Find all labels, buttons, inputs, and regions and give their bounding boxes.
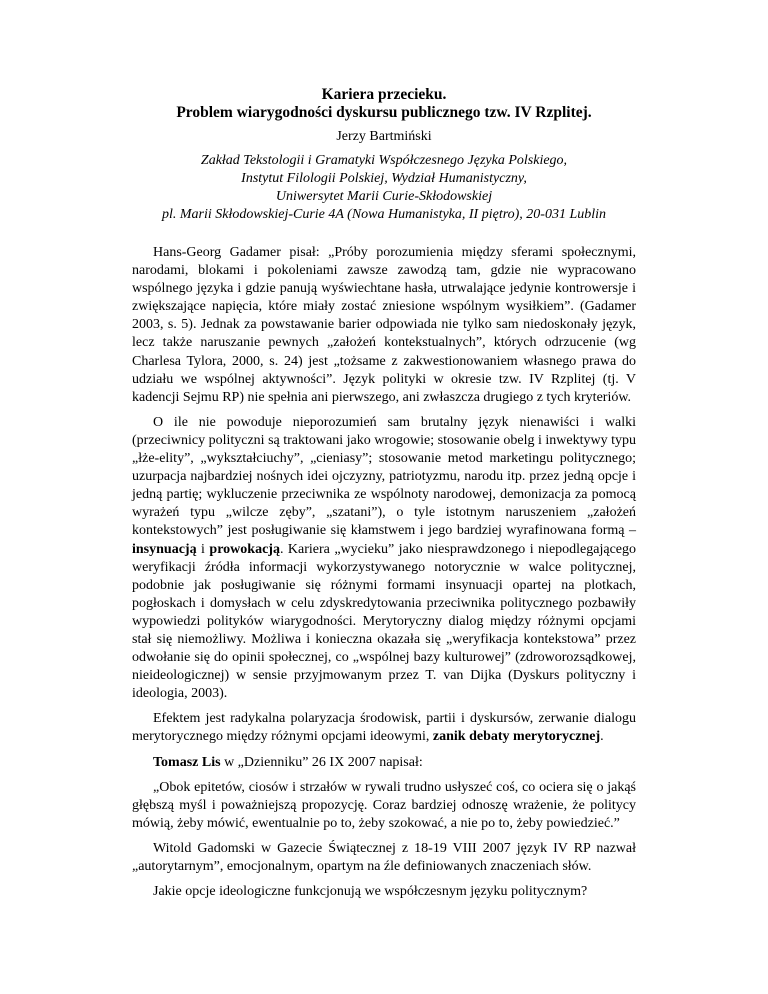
affiliation-line-3: Uniwersytet Marii Curie-Skłodowskiej bbox=[275, 189, 493, 204]
paragraph-4-bold-name: Tomasz Lis bbox=[153, 754, 221, 770]
affiliation bbox=[132, 152, 636, 224]
affiliation-line-1: Zakład Tekstologii i Gramatyki Współczesnego Języka Polskiego, bbox=[200, 153, 568, 168]
paragraph-2-bold-prowokacja: prowokacją bbox=[209, 541, 280, 557]
paragraph-7: Jakie opcje ideologiczne funkcjonują we współczesnym języku politycznym? bbox=[153, 884, 588, 900]
title-line-1: Kariera przecieku. bbox=[321, 86, 447, 103]
title-line-2: Problem wiarygodności dyskursu publicznego tzw. IV Rzplitej. bbox=[176, 104, 592, 121]
author: Jerzy Bartmiński bbox=[336, 129, 432, 144]
paragraph-3-bold: zanik debaty merytorycznej bbox=[432, 729, 601, 745]
paragraph-2-conjunction: i bbox=[196, 541, 210, 557]
paragraph-2-bold-insynuacja: insynuacją bbox=[132, 541, 197, 557]
paragraph-2 bbox=[132, 414, 636, 704]
document-page bbox=[132, 86, 636, 908]
paragraph-2-text-b: . Kariera „wycieku” jako niesprawdzonego i niepodlegającego weryfikacji źródła informacji wykorzystywanego notorycznie w walce politycznej, podobnie jak posługiwanie się różnymi formami insynuacji opartej na plotkach, pogłoskach i domysłach w celu zdyskredytowania przeciwnika politycznego pozbawiły wypowiedzi polityków wiarygodności. Merytoryczny dialog między różnymi opcjami stał się niemożliwy. Możliwa i konieczna okazała się „weryfikacja kontekstowa” przez odwołanie się do opinii społecznej, co „wspólnej bazy kulturowej” (zdroworozsądkowej, nieideologicznej) w sensie przyjmowanym przez T. van Dijka (Dyskurs polityczny i ideologia, 2003). bbox=[132, 541, 637, 702]
affiliation-line-4: pl. Marii Skłodowskiej-Curie 4A (Nowa Humanistyka, II piętro), 20-031 Lublin bbox=[161, 207, 607, 222]
paragraph-1: Hans-Georg Gadamer pisał: „Próby porozumienia między sferami społecznymi, narodami, blokami i pokoleniami zawsze zawodzą tam, gdzie nie wypracowano wspólnego języka i gdzie panują wyświechtane hasła, utrwalające jedynie kontrowersje i zwiększające napięcia, które miały zostać zniesione wspólnym wysiłkiem”. (Gadamer 2003, s. 5). Jednak za powstawanie barier odpowiada nie tylko sam niedoskonały język, lecz także naruszanie pewnych „założeń kontekstualnych”, których odrzucenie (wg Charlesa Tylora, 2000, s. 24) jest „tożsame z zakwestionowaniem własnego prawa do udziału we wspólnej aktywności”. Język polityki w okresie tzw. IV Rzplitej (tj. V kadencji Sejmu RP) nie spełnia ani pierwszego, ani zwłaszcza drugiego z tych kryteriów. bbox=[132, 245, 636, 405]
paragraph-3-text-b: . bbox=[600, 729, 604, 745]
paragraph-3 bbox=[132, 710, 636, 746]
affiliation-line-2: Instytut Filologii Polskiej, Wydział Humanistyczny, bbox=[241, 171, 527, 186]
paragraph-2-text-a: O ile nie powoduje nieporozumień sam brutalny język nienawiści i walki (przeciwnicy polityczni są traktowani jako wrogowie; stosowanie obelg i inwektywy typu „łże-elity”, „wykształciuchy”, „cieniasy”; stosowanie metod marketingu politycznego; uzurpacja najbardziej nośnych idei ojczyzny, patriotyzmu, narodu itp. przez jedną opcje i jedną partię; wykluczenie przeciwnika ze wspólnoty narodowej, demonizacja za pomocą wyrażeń typu „wilcze zęby”, „szatani”), o tyle istotnym naruszeniem „założeń kontekstowych” jest posługiwanie się kłamstwem i jego bardziej wyrafinowana formą – bbox=[132, 414, 636, 539]
paragraph-5-quote: „Obok epitetów, ciosów i strzałów w rywali trudno usłyszeć coś, co ociera się o jakąś głębszą myśl i poważniejszą propozycję. Coraz bardziej odnoszę wrażenie, że politycy mówią, żeby mówić, ewentualnie po to, żeby szokować, a nie po to, żeby powiedzieć.” bbox=[132, 779, 636, 831]
paragraph-4 bbox=[132, 754, 636, 772]
paragraph-4-text: w „Dzienniku” 26 IX 2007 napisał: bbox=[220, 754, 423, 770]
paragraph-3-text-a: Efektem jest radykalna polaryzacja środowisk, partii i dyskursów, zerwanie dialogu merytorycznego między różnymi opcjami ideowymi, bbox=[132, 711, 636, 745]
paragraph-6: Witold Gadomski w Gazecie Świątecznej z 18-19 VIII 2007 język IV RP nazwał „autorytarnym”, emocjonalnym, opartym na źle definiowanych znaczeniach słów. bbox=[132, 840, 636, 874]
